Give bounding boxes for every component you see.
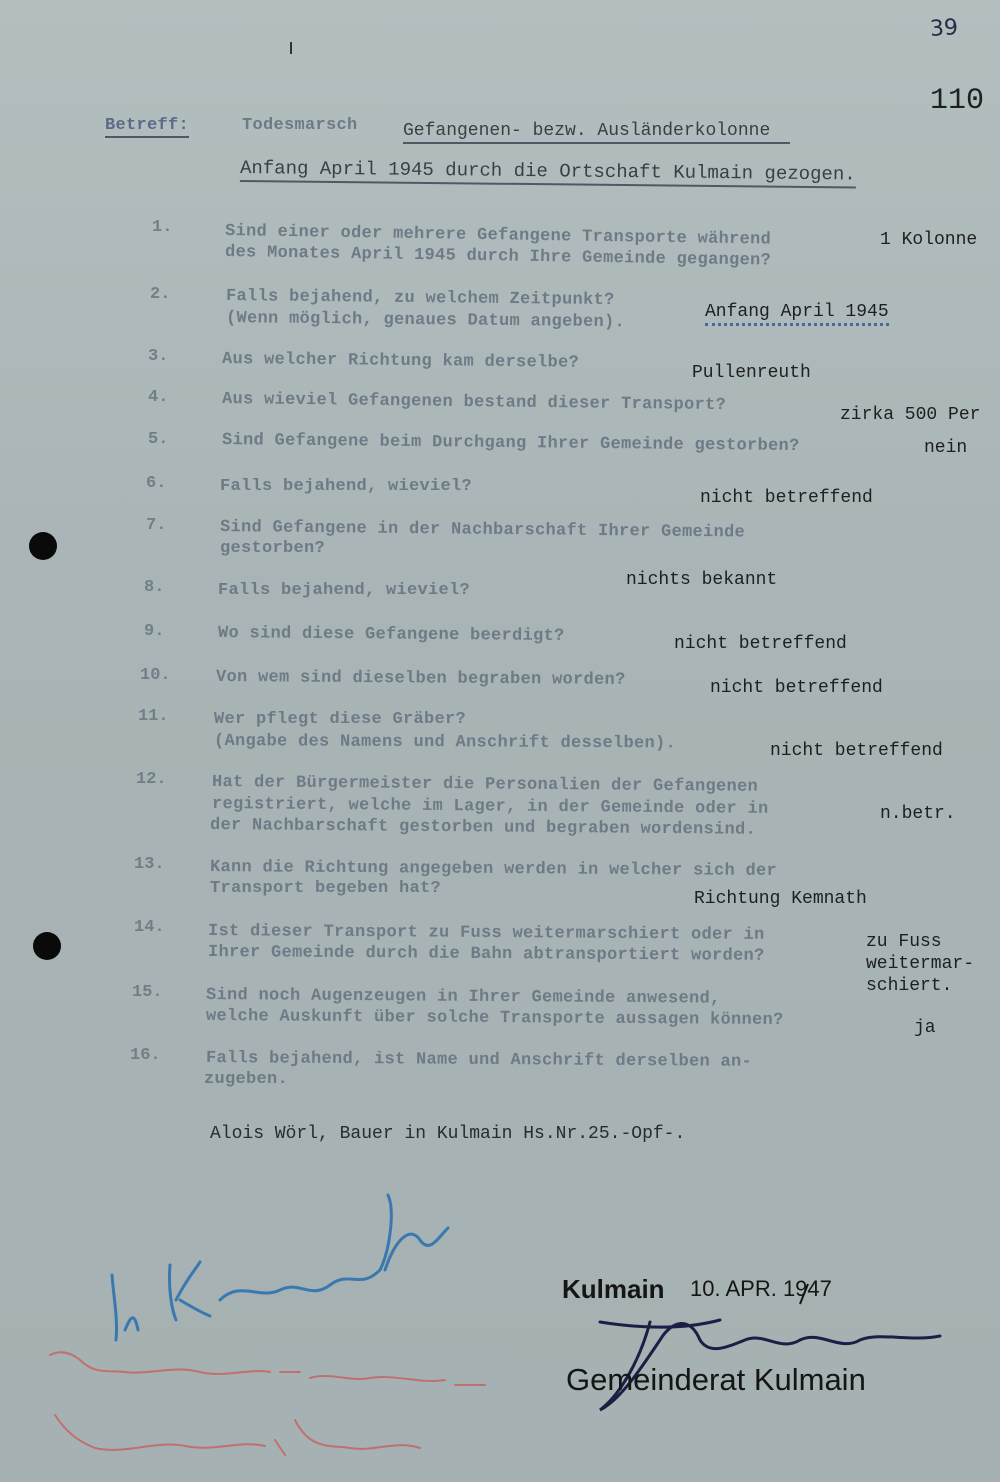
- subject-line1-part1: Todesmarsch: [242, 116, 358, 135]
- question-number: 11.: [138, 707, 169, 726]
- question-text: Hat der Bürgermeister die Personalien der Gefangenen: [211, 773, 759, 797]
- answer-text: schiert.: [866, 976, 953, 996]
- answer-text: weitermar-: [866, 954, 975, 974]
- subject-line2: Anfang April 1945 durch die Ortschaft Kulmain gezogen.: [240, 157, 856, 188]
- question-text: Von wem sind dieselben begraben worden?: [215, 668, 626, 690]
- answer-text: ja: [914, 1018, 936, 1038]
- question-text: Sind einer oder mehrere Gefangene Transporte während: [224, 222, 772, 250]
- witness-line: Alois Wörl, Bauer in Kulmain Hs.Nr.25.-Opf-.: [210, 1124, 686, 1144]
- question-text: Falls bejahend, wieviel?: [218, 581, 471, 600]
- question-text: gestorben?: [220, 539, 326, 558]
- blue-ink-note: [112, 1195, 448, 1340]
- question-text: zugeben.: [204, 1070, 289, 1089]
- red-pencil-note: [50, 1352, 485, 1455]
- stamp-council: Gemeinderat Kulmain: [566, 1362, 866, 1397]
- question-number: 13.: [134, 855, 165, 874]
- typed-page-number: 110: [930, 84, 985, 118]
- pencil-page-number: 39: [929, 15, 959, 42]
- question-number: 16.: [130, 1046, 161, 1065]
- answer-text: nicht betreffend: [700, 488, 873, 508]
- answer-text: 1 Kolonne: [880, 230, 978, 250]
- stamp-city: Kulmain: [562, 1274, 665, 1304]
- question-text: Aus wieviel Gefangenen bestand dieser Transport?: [221, 390, 727, 416]
- question-number: 15.: [132, 983, 163, 1002]
- question-text: (Wenn möglich, genaues Datum angeben).: [225, 309, 626, 333]
- answer-text: n.betr.: [880, 804, 956, 824]
- question-number: 1.: [152, 218, 173, 237]
- question-text: des Monates April 1945 durch Ihre Gemeinde gegangen?: [224, 243, 772, 271]
- answer-text: Anfang April 1945: [705, 302, 889, 326]
- question-text: (Angabe des Namens und Anschrift desselben).: [213, 732, 677, 754]
- answer-text: nichts bekannt: [626, 570, 778, 590]
- question-number: 7.: [146, 516, 167, 535]
- question-number: 6.: [146, 474, 167, 493]
- answer-text: Pullenreuth: [692, 363, 811, 383]
- question-text: Falls bejahend, zu welchem Zeitpunkt?: [225, 287, 615, 311]
- question-number: 9.: [144, 622, 165, 641]
- question-number: 10.: [140, 666, 171, 685]
- question-number: 8.: [144, 578, 165, 597]
- question-text: Sind Gefangene beim Durchgang Ihrer Gemeinde gestorben?: [221, 431, 800, 457]
- subject-label: Betreff:: [105, 116, 189, 138]
- question-number: 12.: [136, 770, 167, 789]
- answer-text: zu Fuss: [866, 932, 942, 952]
- question-text: Falls bejahend, wieviel?: [220, 477, 473, 496]
- question-number: 2.: [150, 285, 171, 304]
- question-text: Transport begeben hat?: [210, 879, 442, 898]
- question-text: Ihrer Gemeinde durch die Bahn abtransportiert worden?: [207, 943, 765, 966]
- question-number: 5.: [148, 430, 169, 449]
- question-text: Kann die Richtung angegeben werden in welcher sich der: [209, 858, 778, 881]
- question-text: der Nachbarschaft gestorben und begraben wordensind.: [209, 816, 757, 840]
- answer-text: nein: [924, 438, 968, 458]
- answer-text: nicht betreffend: [674, 634, 847, 654]
- answer-text: Richtung Kemnath: [694, 889, 867, 909]
- question-text: welche Auskunft über solche Transporte aussagen können?: [205, 1007, 784, 1031]
- question-text: Ist dieser Transport zu Fuss weitermarschiert oder in: [207, 922, 765, 945]
- question-text: Wo sind diese Gefangene beerdigt?: [217, 624, 565, 647]
- question-text: Sind noch Augenzeugen in Ihrer Gemeinde anwesend,: [205, 986, 721, 1009]
- question-text: Sind Gefangene in der Nachbarschaft Ihrer Gemeinde: [219, 518, 746, 543]
- question-number: 14.: [134, 918, 165, 937]
- answer-text: nicht betreffend: [770, 741, 943, 761]
- question-number: 3.: [148, 347, 169, 366]
- subject-line1-part2: Gefangenen- bezw. Ausländerkolonne: [403, 121, 790, 144]
- stamp-date: 10. APR. 1947: [690, 1276, 832, 1301]
- question-text: Falls bejahend, ist Name und Anschrift derselben an-: [205, 1049, 753, 1072]
- question-text: registriert, welche im Lager, in der Gemeinde oder in: [211, 795, 769, 819]
- question-text: Aus welcher Richtung kam derselbe?: [221, 350, 580, 373]
- answer-text: zirka 500 Per: [840, 405, 981, 425]
- question-number: 4.: [148, 388, 169, 407]
- answer-text: nicht betreffend: [710, 678, 883, 698]
- question-text: Wer pflegt diese Gräber?: [214, 710, 467, 729]
